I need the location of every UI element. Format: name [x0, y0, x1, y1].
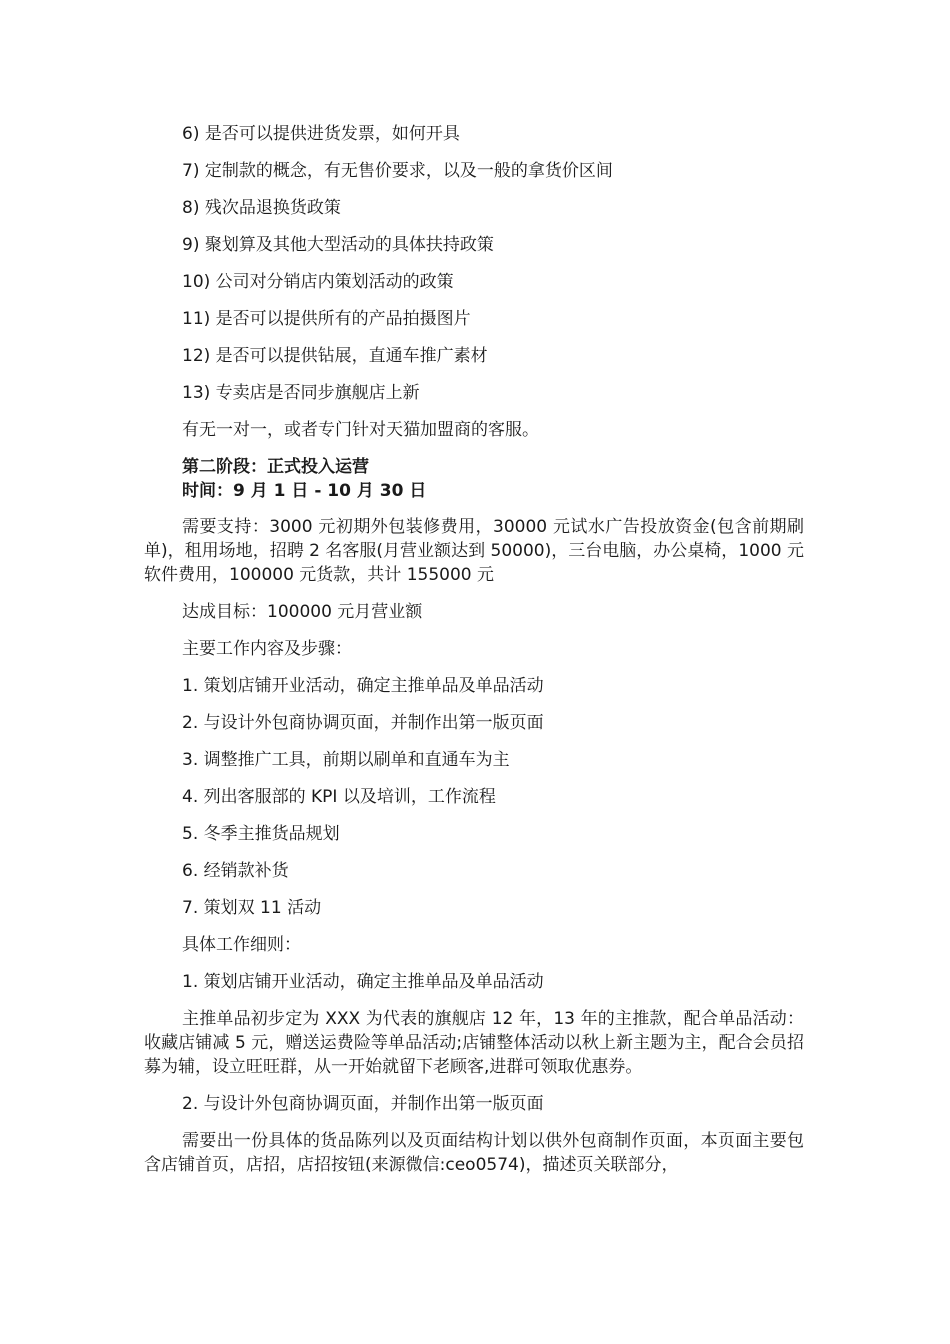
list-item: 9) 聚划算及其他大型活动的具体扶持政策 [182, 235, 494, 255]
step-item: 2. 与设计外包商协调页面，并制作出第一版页面 [182, 713, 544, 733]
list-item: 8) 残次品退换货政策 [182, 198, 341, 218]
list-item: 12) 是否可以提供钻展，直通车推广素材 [182, 346, 488, 366]
step-item: 3. 调整推广工具，前期以刷单和直通车为主 [182, 750, 510, 770]
details-title: 具体工作细则： [182, 935, 301, 955]
target-line: 达成目标：100000 元月营业额 [182, 602, 423, 622]
step-item: 5. 冬季主推货品规划 [182, 824, 340, 844]
step-item: 6. 经销款补货 [182, 861, 289, 881]
customer-service-note: 有无一对一，或者专门针对天猫加盟商的客服。 [182, 420, 539, 440]
step-item: 4. 列出客服部的 KPI 以及培训，工作流程 [182, 787, 496, 807]
list-item: 6) 是否可以提供进货发票，如何开具 [182, 124, 460, 144]
list-item: 7) 定制款的概念，有无售价要求，以及一般的拿货价区间 [182, 161, 613, 181]
detail-two-title: 2. 与设计外包商协调页面，并制作出第一版页面 [182, 1094, 544, 1114]
stage-two-time: 时间：9 月 1 日 - 10 月 30 日 [182, 481, 427, 501]
stage-two-title: 第二阶段：正式投入运营 [182, 457, 369, 477]
list-item: 11) 是否可以提供所有的产品拍摄图片 [182, 309, 471, 329]
document-body [144, 122, 804, 1190]
support-paragraph: 需要支持：3000 元初期外包装修费用，30000 元试水广告投放资金(包含前期刷单)，租用场地，招聘 2 名客服(月营业额达到 50000)，三台电脑，办公桌椅，1000 元软件费用，100000 元货款，共计 155000 元 [144, 517, 804, 585]
step-item: 1. 策划店铺开业活动，确定主推单品及单品活动 [182, 676, 544, 696]
detail-two-body: 需要出一份具体的货品陈列以及页面结构计划以供外包商制作页面，本页面主要包含店铺首页，店招，店招按钮(来源微信:ceo0574)，描述页关联部分， [144, 1131, 804, 1175]
detail-one-body: 主推单品初步定为 XXX 为代表的旗舰店 12 年，13 年的主推款，配合单品活动：收藏店铺减 5 元，赠送运费险等单品活动;店铺整体活动以秋上新主题为主，配合会员招募为辅，设立旺旺群，从一开始就留下老顾客,进群可领取优惠券。 [144, 1009, 804, 1077]
detail-one-title: 1. 策划店铺开业活动，确定主推单品及单品活动 [182, 972, 544, 992]
list-item: 10) 公司对分销店内策划活动的政策 [182, 272, 454, 292]
step-item: 7. 策划双 11 活动 [182, 898, 322, 918]
list-item: 13) 专卖店是否同步旗舰店上新 [182, 383, 420, 403]
steps-title: 主要工作内容及步骤： [182, 639, 352, 659]
